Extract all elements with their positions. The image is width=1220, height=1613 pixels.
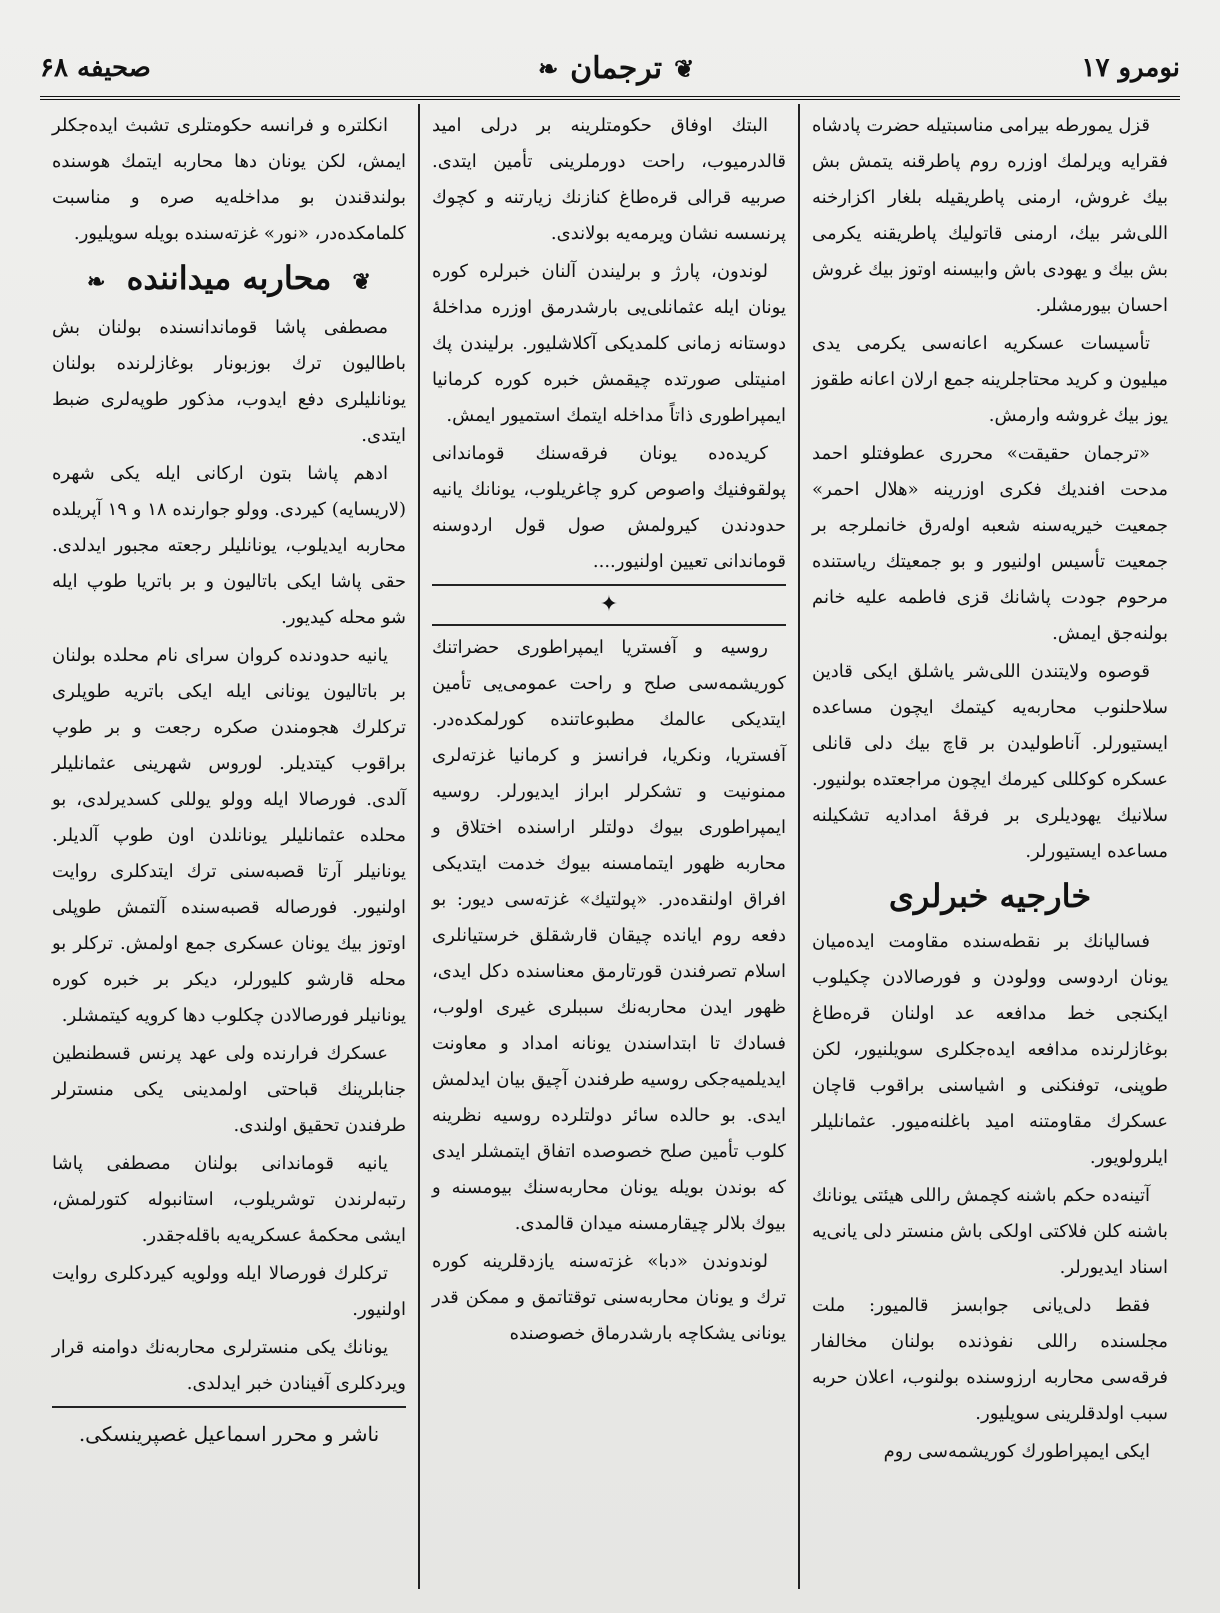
paragraph: تأسيسات عسكريه اعانه‌سى يكرمى يدى ميليون و كريد محتاجلرينه جمع ارلان اعانه طقوز يوز بيك غروشه وارمش.: [812, 333, 1168, 426]
paragraph: آتينه‌ده حكم باشنه كچمش راللى هيئتى يونانك باشنه كلن فلاكتى اولكى باش منستر دلى يانى‌يه اسناد ايديورلر.: [812, 1185, 1168, 1278]
paragraph: البتك اوفاق حكومتلرينه بر درلى اميد قالدرميوب، راحت دورملرينى تأمين ايتدى. صربيه قرالى قره‌طاغ كنازنك زيارتنه و كچوك پرنسسه نشان ويرمه‌يه بولاندى.: [432, 115, 786, 244]
divider-line: [432, 584, 786, 586]
newspaper-title: ترجمان: [570, 50, 663, 86]
paragraph: ادهم پاشا بتون اركانى ايله يكى شهره (لاريسايه) كيردى. وولو جوارنده ۱۸ و ۱۹ آپريلده محاربه ايديلوب، يونانليلر رجعته مجبور ايدلدى. حقى پاشا ايكى باتاليون و بر باتريا طوپ ايله شو محله كيديور.: [52, 463, 406, 628]
column-left: [40, 104, 420, 1589]
paragraph: تركلرك فورصالا ايله وولويه كيردكلرى روايت اولنيور.: [52, 1263, 406, 1320]
paragraph: عسكرك فرارنده ولى عهد پرنس قسطنطين جنابلرينك قباحتى اولمدينى يكى منسترلر طرفندن تحقيق اولندى.: [52, 1043, 406, 1136]
publisher-footer: ناشر و محرر اسماعيل غصپرينسكى.: [52, 1406, 406, 1452]
ornament-icon: ❧: [538, 53, 559, 83]
section-title: خارجيه خبرلرى: [888, 877, 1092, 915]
paragraph: قوصوه ولايتندن اللى‌شر ياشلق ايكى قادين سلاحلنوب محاربه‌يه كيتمك ايچون مساعده ايستيورلر. آناطوليدن بر قاچ بيك دلى قانلى عسكره كوكللى كيرمك ايچون مراجعتده بولنيور. سلانيك يهوديلرى بر فرقهٔ امداديه تشكيلنه مساعده ايستيورلر.: [812, 661, 1168, 862]
paragraph: يانيه حدودنده كروان سراى نام محلده بولنان بر باتاليون يونانى ايله ايكى باتريه طوپلرى تركلرك هجومندن صكره رجعت و بر طوپ براقوب كيتديلر. لوروس شهرينى عثمانليلر آلدى. فورصالا ايله وولو يوللى كسديرلدى، بو محلده عثمانليلر يونانلدن اون طوپ آلديلر. يونانيلر آرتا قصبه‌سنى ترك ايتدكلرى روايت اولنيور. فورصاله قصبه‌سنده آلتمش طوپلى اوتوز بيك يونان عسكرى جمع اولمش. تركلر بو محله قارشو كليورلر، ديكر بر خبره كوره يونانيلر فورصالادن چكلوب دها كرويه كيتمشلر.: [52, 645, 406, 1026]
masthead: [538, 51, 694, 86]
paragraph: لوندوندن «دبا» غزته‌سنه يازدقلرينه كوره ترك و يونان محاربه‌سنى توقتاتمق و ممكن قدر يونانى يشكاچه بارشدرماق خصوصنده: [432, 1251, 786, 1344]
ornament-icon: ❦: [674, 53, 695, 83]
ornament-icon: ❧: [87, 269, 106, 295]
page-header: [40, 40, 1180, 96]
paragraph: يونانك يكى منسترلرى محاربه‌نك دوامنه قرار ويردكلرى آفينادن خبر ايدلدى.: [52, 1337, 406, 1394]
columns: [40, 104, 1180, 1589]
paragraph: فساليانك بر نقطه‌سنده مقاومت ايده‌ميان يونان اردوسى وولودن و فورصالادن چكيلوب ايكنجى خط مدافعه عد اولنان قره‌طاغ بوغازلرنده مدافعه ايده‌جكلرى سويلنيور، لكن طوپنى، توفنكنى و اشياسنى براقوب قاچان عسكرك مقاومتنه اميد باغلنه‌ميور. عثمانليلر ايلرولويور.: [812, 931, 1168, 1168]
section-title-text: محاربه ميداننده: [126, 259, 332, 297]
paragraph: قزل يمورطه بيرامى مناسبتيله حضرت پادشاه فقرايه ويرلمك اوزره روم پاطرقنه يتمش بش بيك غروش، ارمنى پاطريقيله بلغار اكزارخنه اللى‌شر بيك، ارمنى قاتوليك پاطريقنه يكرمى بش بيك و يهودى باش وابيسنه اوتوز بيك غروش احسان بيورمشلر.: [812, 115, 1168, 316]
section-title: [52, 260, 406, 300]
paragraph: يانيه قوماندانى بولنان مصطفى پاشا رتبه‌لرندن توشريلوب، استانبوله كتورلمش، ايشى محكمهٔ عسكريه‌يه باقله‌جقدر.: [52, 1153, 406, 1246]
diamond-ornament-icon: ✦: [599, 592, 619, 617]
page-number: صحيفه ۶۸: [40, 53, 151, 83]
paragraph: «ترجمان حقيقت» محررى عطوفتلو احمد مدحت افنديك فكرى اوزرينه «هلال احمر» جمعيت خيريه‌سنه شعبه اوله‌رق خانملرجه بر جمعيت تأسيس اولنيور و بو جمعيتك رياستنده مرحوم جودت پاشانك قزى فاطمه عليه خانم بولنه‌جق ايمش.: [812, 443, 1168, 644]
ornament-icon: ❦: [352, 269, 371, 295]
paragraph: فقط دلى‌يانى جوابسز قالميور: ملت مجلسنده راللى نفوذنده بولنان مخالفار فرقه‌سى محاربه ارزوسنده بولنوب، اعلان حربه سبب اولدقلرينى سويليور.: [812, 1295, 1168, 1424]
paragraph: لوندون، پارژ و برليندن آلنان خبرلره كوره يونان ايله عثمانلى‌يى بارشدرمق اوزره مداخلهٔ دوستانه زمانى كلمديكى آكلاشليور. برليندن پك امنيتلى صورتده چيقمش خبره كوره كرمانيا ايمپراطورى ذاتاً مداخله ايتمك استميور ايمش.: [432, 261, 786, 426]
paragraph: كريده‌ده يونان فرقه‌سنك قوماندانى پولقوفنيك واصوص كرو چاغريلوب، يونانك يانيه حدودندن كيرولمش صول قول اردوسنه قوماندانى تعيين اولنيور....: [432, 443, 786, 572]
column-right: [800, 104, 1180, 1589]
issue-number: نومرو ۱۷: [1081, 53, 1180, 83]
header-rule: [40, 96, 1180, 100]
paragraph: روسيه و آفستريا ايمپراطورى حضراتنك كوريشمه‌سى صلح و راحت عمومى‌يى تأمين ايتديكى عالمك مطبوعاتنده كورلمكده‌در. آفستريا، ونكريا، فرانسز و كرمانيا غزته‌لرى ممنونيت و تشكرلر ابراز ايديورلر. روسيه ايمپراطورى بيوك دولتلر اراسنده اختلاق و محاربه ظهور ايتمامسنه بيوك خدمت ايتديكى افراق اولنقده‌در. «پولتيك» غزته‌سى ديور: بو دفعه روم ايانده چيقان قارشقلق خرستيانلرى اسلام تصرفندن قورتارمق معناسنده دكل ايدى، ظهور ايدن محاربه‌نك سببلرى غيرى اولوب، فسادك تا ابتداسندن يونانه امداد و معاونت ايديلميه‌جكى روسيه طرفندن آچيق بيان ايدلمش ايدى. بو حالده سائر دولتلرده روسيه نظرينه كلوب تأمين صلح خصوصده اتفاق ايتمشلر ايدى كه بوندن بويله يونان محاربه‌سنك بيومسنه و بيوك بلالر چيقارمسنه ميدان قالمدى.: [432, 637, 786, 1234]
divider-line: [432, 624, 786, 626]
paragraph: مصطفى پاشا قوماندانسنده بولنان بش باطاليون ترك بوزبونار بوغازلرنده بولنان يونانليلرى دفع ايدوب، مذكور طوپه‌لرى ضبط ايتدى.: [52, 317, 406, 446]
column-middle: [420, 104, 800, 1589]
paragraph: انكلتره و فرانسه حكومتلرى تشبث ايده‌جكلر ايمش، لكن يونان دها محاربه ايتمك هوسنده بولندقندن بو مداخله‌يه صره و مناسبت كلمامكده‌در، «نور» غزته‌سنده بويله سويليور.: [52, 115, 406, 244]
paragraph: ايكى ايمپراطورك كوريشمه‌سى روم: [883, 1441, 1150, 1462]
